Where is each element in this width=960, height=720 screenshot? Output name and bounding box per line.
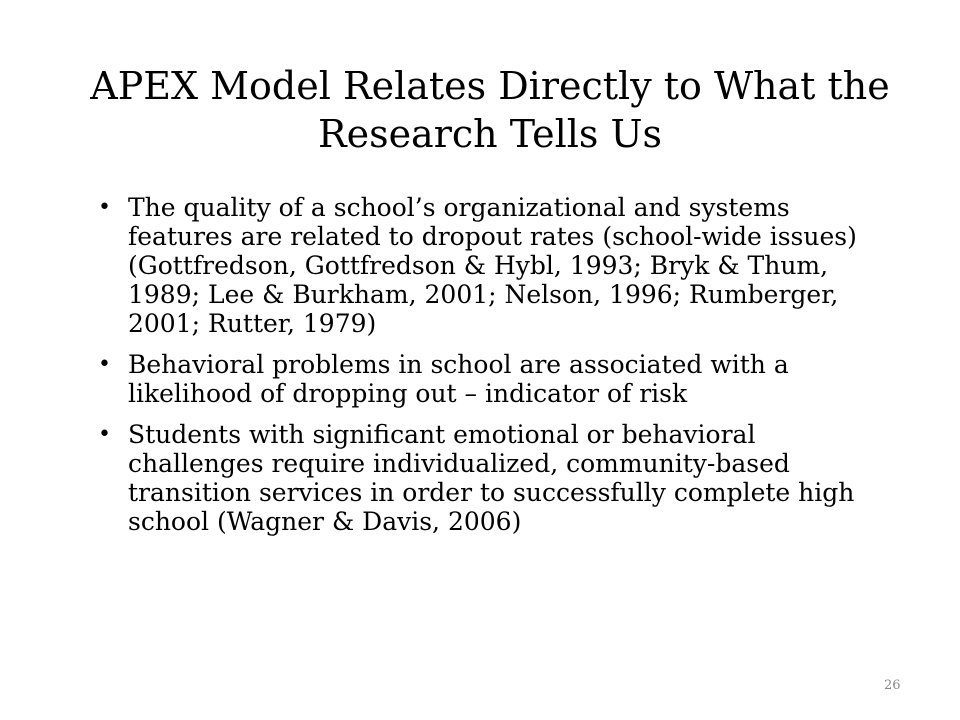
page-number: 26 bbox=[884, 678, 901, 693]
bullet-item bbox=[90, 350, 880, 408]
bullet-text: Behavioral problems in school are associated with a likelihood of dropping out – indicator of risk bbox=[128, 350, 789, 408]
bullet-list bbox=[90, 193, 880, 548]
slide-title: APEX Model Relates Directly to What the Research Tells Us bbox=[90, 64, 890, 156]
bullet-item bbox=[90, 193, 880, 338]
bullet-dot-icon: • bbox=[98, 195, 111, 220]
bullet-text: Students with significant emotional or behavioral challenges require individualized, community-based transition services in order to successfully complete high school (Wagner & Davis, 2006) bbox=[128, 420, 855, 536]
bullet-text: The quality of a school’s organizational and systems features are related to dropout rates (school-wide issues) (Gottfredson, Gottfredson & Hybl, 1993; Bryk & Thum, 1989; Lee & Burkham, 2001; Nelson, 1996; Rumberger, 2001; Rutter, 1979) bbox=[128, 193, 857, 338]
bullet-item bbox=[90, 420, 880, 536]
bullet-dot-icon: • bbox=[98, 422, 111, 447]
bullet-dot-icon: • bbox=[98, 352, 111, 377]
